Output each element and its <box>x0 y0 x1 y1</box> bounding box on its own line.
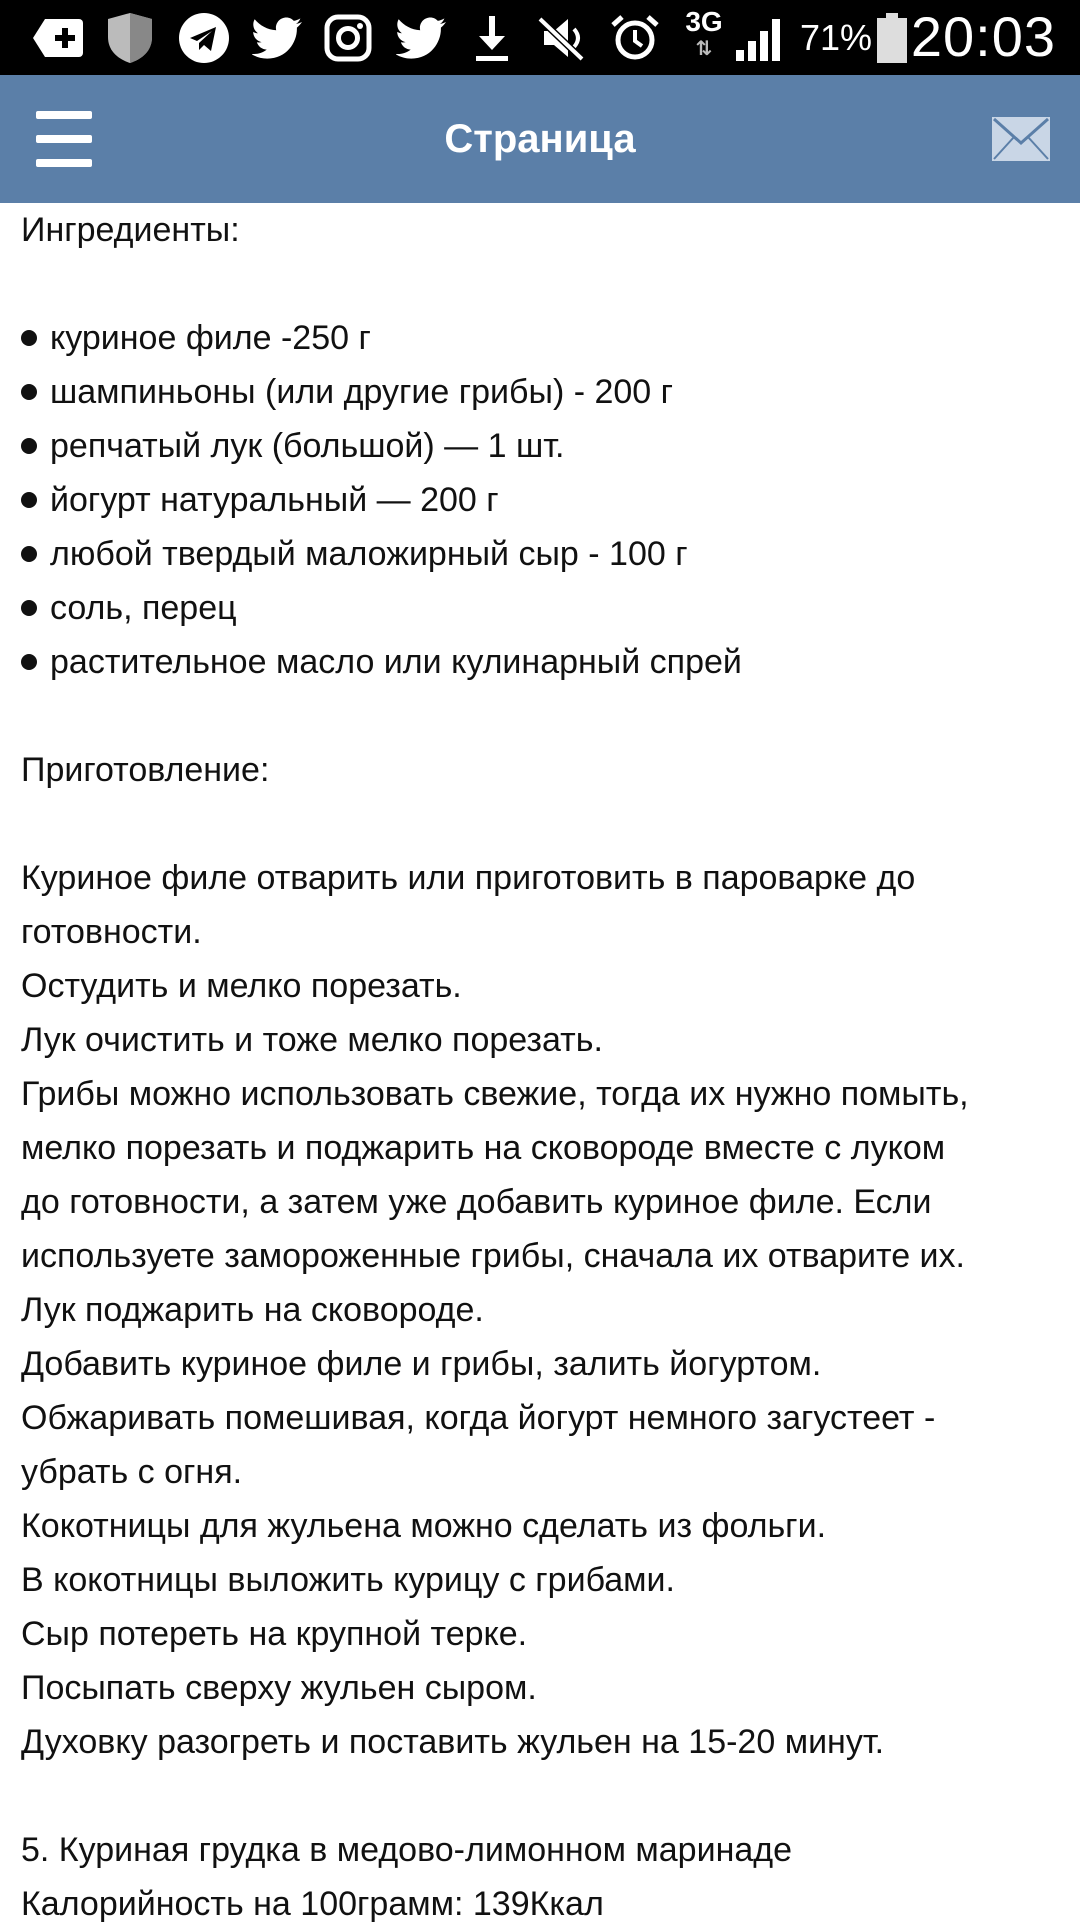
bullet-icon <box>21 330 37 346</box>
list-item: шампиньоны (или другие грибы) - 200 г <box>21 365 1061 419</box>
bullet-icon <box>21 600 37 616</box>
text-line: Посыпать сверху жульен сыром. <box>21 1669 537 1707</box>
post-content <box>21 203 1061 1931</box>
text-line: Духовку разогреть и поставить жульен на 15-20 минут. <box>21 1723 885 1761</box>
text-line: Грибы можно использовать свежие, тогда их нужно помыть, <box>21 1075 969 1113</box>
signal-strength-icon <box>732 10 788 66</box>
text-line: Куриное филе отварить или приготовить в пароварке до <box>21 859 916 897</box>
alarm-icon <box>608 10 662 66</box>
text-line: используете замороженные грибы, сначала их отварите их. <box>21 1237 965 1275</box>
data-activity-icon: ⇅ <box>695 38 713 60</box>
list-item: репчатый лук (большой) — 1 шт. <box>21 419 1061 473</box>
list-item: любой твердый маложирный сыр - 100 г <box>21 527 1061 581</box>
preparation-text <box>21 851 1061 1769</box>
status-bar <box>0 0 1080 75</box>
network-type-indicator <box>682 6 726 68</box>
text-line: Сыр потереть на крупной терке. <box>21 1615 528 1653</box>
text-line: Обжаривать помешивая, когда йогурт немного загустеет - <box>21 1399 936 1437</box>
text-line: Лук очистить и тоже мелко порезать. <box>21 1021 603 1059</box>
muted-icon <box>534 10 588 66</box>
next-recipe-calories: Калорийность на 100грамм: 139Ккал <box>21 1885 604 1923</box>
text-line: Добавить куриное филе и грибы, залить йогуртом. <box>21 1345 822 1383</box>
list-item: йогурт натуральный — 200 г <box>21 473 1061 527</box>
ingredients-list <box>21 311 1061 689</box>
download-icon <box>470 10 514 66</box>
text-line: Лук поджарить на сковороде. <box>21 1291 484 1329</box>
bullet-icon <box>21 654 37 670</box>
mail-icon <box>992 117 1050 161</box>
text-line: Остудить и мелко порезать. <box>21 967 462 1005</box>
twitter-icon <box>250 10 306 66</box>
messages-button[interactable] <box>992 111 1050 167</box>
battery-percent: 71% <box>800 17 873 58</box>
bullet-icon <box>21 384 37 400</box>
list-item: соль, перец <box>21 581 1061 635</box>
list-item: куриное филе -250 г <box>21 311 1061 365</box>
bullet-icon <box>21 546 37 562</box>
text-line: мелко порезать и поджарить на сковороде вместе с луком <box>21 1129 946 1167</box>
text-line: убрать с огня. <box>21 1453 243 1491</box>
preparation-heading: Приготовление: <box>21 751 270 789</box>
text-line: до готовности, а затем уже добавить куриное филе. Если <box>21 1183 932 1221</box>
plus-box-icon <box>30 10 86 66</box>
battery-icon <box>876 10 908 66</box>
telegram-icon <box>176 10 232 66</box>
clock: 20:03 <box>910 5 1056 68</box>
bullet-icon <box>21 492 37 508</box>
ingredients-heading: Ингредиенты: <box>21 211 240 249</box>
network-type-label: 3G <box>685 6 723 37</box>
menu-button[interactable] <box>30 109 102 169</box>
page-title: Страница <box>444 117 636 161</box>
text-line: В кокотницы выложить курицу с грибами. <box>21 1561 675 1599</box>
next-recipe-title: 5. Куриная грудка в медово-лимонном маринаде <box>21 1831 793 1869</box>
instagram-icon <box>322 10 374 66</box>
list-item: растительное масло или кулинарный спрей <box>21 635 1061 689</box>
text-line: Кокотницы для жульена можно сделать из фольги. <box>21 1507 827 1545</box>
hamburger-icon <box>36 111 92 119</box>
text-line: готовности. <box>21 913 202 951</box>
app-bar <box>0 75 1080 203</box>
twitter-icon <box>394 10 450 66</box>
shield-icon <box>104 10 156 66</box>
bullet-icon <box>21 438 37 454</box>
